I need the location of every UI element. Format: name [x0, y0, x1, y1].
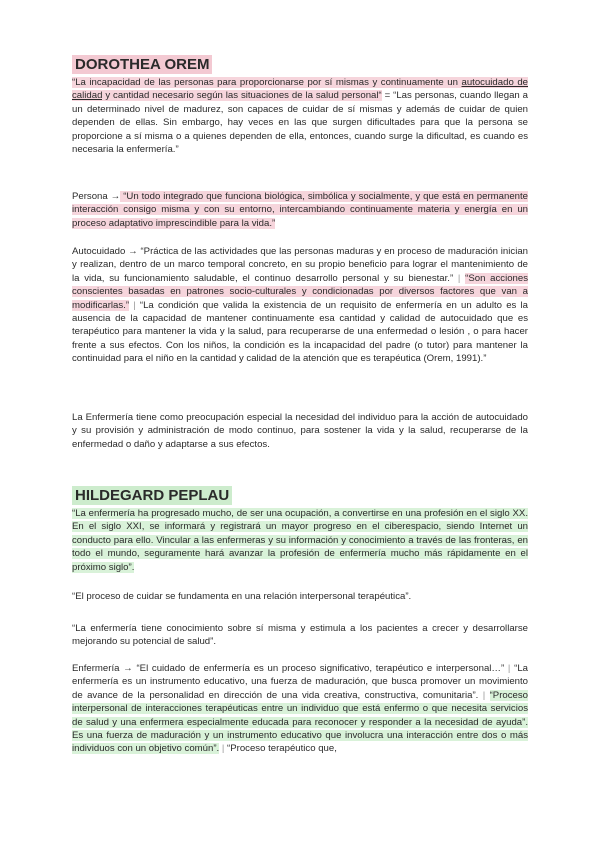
- peplau-quote-highlight: “La enfermería ha progresado mucho, de ser una ocupación, a convertirse en una profesión en el siglo XX. En el siglo XXI, se informará y registrará un mayor progreso en el ciberespacio, siendo Internet un conducto para ello. Vincular a las enfermeras y su información y conocimiento a través de las fronteras, en todo el mundo, seguramente hará avanzar la profesión de enfermería mucho más rápidamente en el próximo siglo”.: [72, 508, 528, 573]
- separator: |: [219, 743, 228, 755]
- enfermeria-highlight: “Proceso interpersonal de interacciones terapéuticas entre un individuo que está enfermo o que necesita servicios de salud y una enfermera especialmente educada para reconocer y responder a la necesidad de ayuda”. Es una fuerza de maduración y un instrumento educativo que involucra una interacción entre dos o más individuos con un objetivo común”.: [72, 689, 528, 755]
- orem-paragraph-1: [72, 76, 528, 156]
- separator: |: [129, 299, 140, 311]
- separator: |: [504, 663, 515, 674]
- enfermeria-text-2: “La enfermería es un instrumento educativo, una fuerza de maduración, que busca promover un movimiento de avance de la personalidad en dirección de una vida creativa, constructiva, comunitaria”.: [72, 663, 528, 701]
- persona-label: Persona →: [72, 191, 121, 202]
- orem-paragraph-autocuidado: [72, 245, 528, 366]
- autocuidado-text-2: “La condición que valida la existencia de un requisito de enfermería en un adulto es la ausencia de la capacidad de mantener continuamente esa cantidad y calidad de autocuidado que es terapéutico para mantener la vida y la salud, para recuperarse de una enfermedad o lesión , o para hacer frente a sus efectos. Con los niños, la condición es la incapacidad del padre (o tutor) para mantener la continuidad para el niño en la cantidad y calidad de la atención que es terapéutica (Orem, 1991).”: [72, 299, 528, 365]
- orem-paragraph-1-text: = “Las personas, cuando llegan a un determinado nivel de madurez, son capaces de cuidar de sí mismas y además de cuidar de quien dependen de ellas. Sin embargo, hay veces en las que surgen dificultades para que la persona se proporcione a sí misma o a quienes dependen de ella, entonces, cuando surge la dificultad, es cuando es necesaria la enfermería.”: [72, 90, 528, 156]
- autocuidado-label: Autocuidado →: [72, 246, 138, 257]
- enfermeria-label: Enfermería →: [72, 663, 133, 674]
- autocuidado-highlight: “Son acciones conscientes basadas en patrones socio-culturales y condicionadas por diversos factores que van a modificarlas.”: [72, 272, 529, 311]
- orem-quote-highlight-end: y cantidad necesario según las situaciones de la salud personal“: [102, 90, 382, 102]
- peplau-paragraph-enfermeria: [72, 662, 528, 756]
- separator: |: [453, 272, 466, 284]
- peplau-paragraph-1: [72, 507, 528, 574]
- heading-dorothea-orem: DOROTHEA OREM: [72, 55, 212, 74]
- peplau-paragraph-3: “La enfermería tiene conocimiento sobre sí misma y estimula a los pacientes a crecer y desarrollarse mejorando su potencial de salud”.: [72, 623, 528, 648]
- orem-paragraph-persona: [72, 190, 528, 230]
- enfermeria-text-1: “El cuidado de enfermería es un proceso significativo, terapéutico e interpersonal…”: [132, 663, 505, 674]
- heading-hildegard-peplau: HILDEGARD PEPLAU: [72, 486, 232, 505]
- enfermeria-text-3: “Proceso terapéutico que,: [227, 743, 337, 755]
- autocuidado-text-1: “Práctica de las actividades que las personas maduras y en proceso de maduración inician y realizan, dentro de un marco temporal concreto, en su propio beneficio para lograr el mantenimiento de la vida, su funcionamiento saludable, el continuo desarrollo personal y su bienestar.”: [72, 246, 528, 284]
- orem-quote-highlight: “La incapacidad de las personas para proporcionarse por sí mismas y continuamente un: [72, 77, 462, 88]
- persona-definition-highlight: “Un todo integrado que funciona biológica, simbólica y socialmente, y que está en permanente interacción consigo misma y con su entorno, intercambiando continuamente materia y energía en un proceso adaptativo imprescindible para la vida.”: [72, 191, 528, 229]
- separator: |: [478, 689, 490, 701]
- orem-quote-underline: autocuidado de calidad: [72, 77, 528, 102]
- peplau-paragraph-2: “El proceso de cuidar se fundamenta en una relación interpersonal terapéutica”.: [72, 591, 412, 602]
- orem-paragraph-enfermeria: La Enfermería tiene como preocupación especial la necesidad del individuo para la acción de autocuidado y su provisión y administración de modo continuo, para sostener la vida y la salud, recuperarse de la enfermedad o daño y adaptarse a sus efectos.: [72, 412, 528, 450]
